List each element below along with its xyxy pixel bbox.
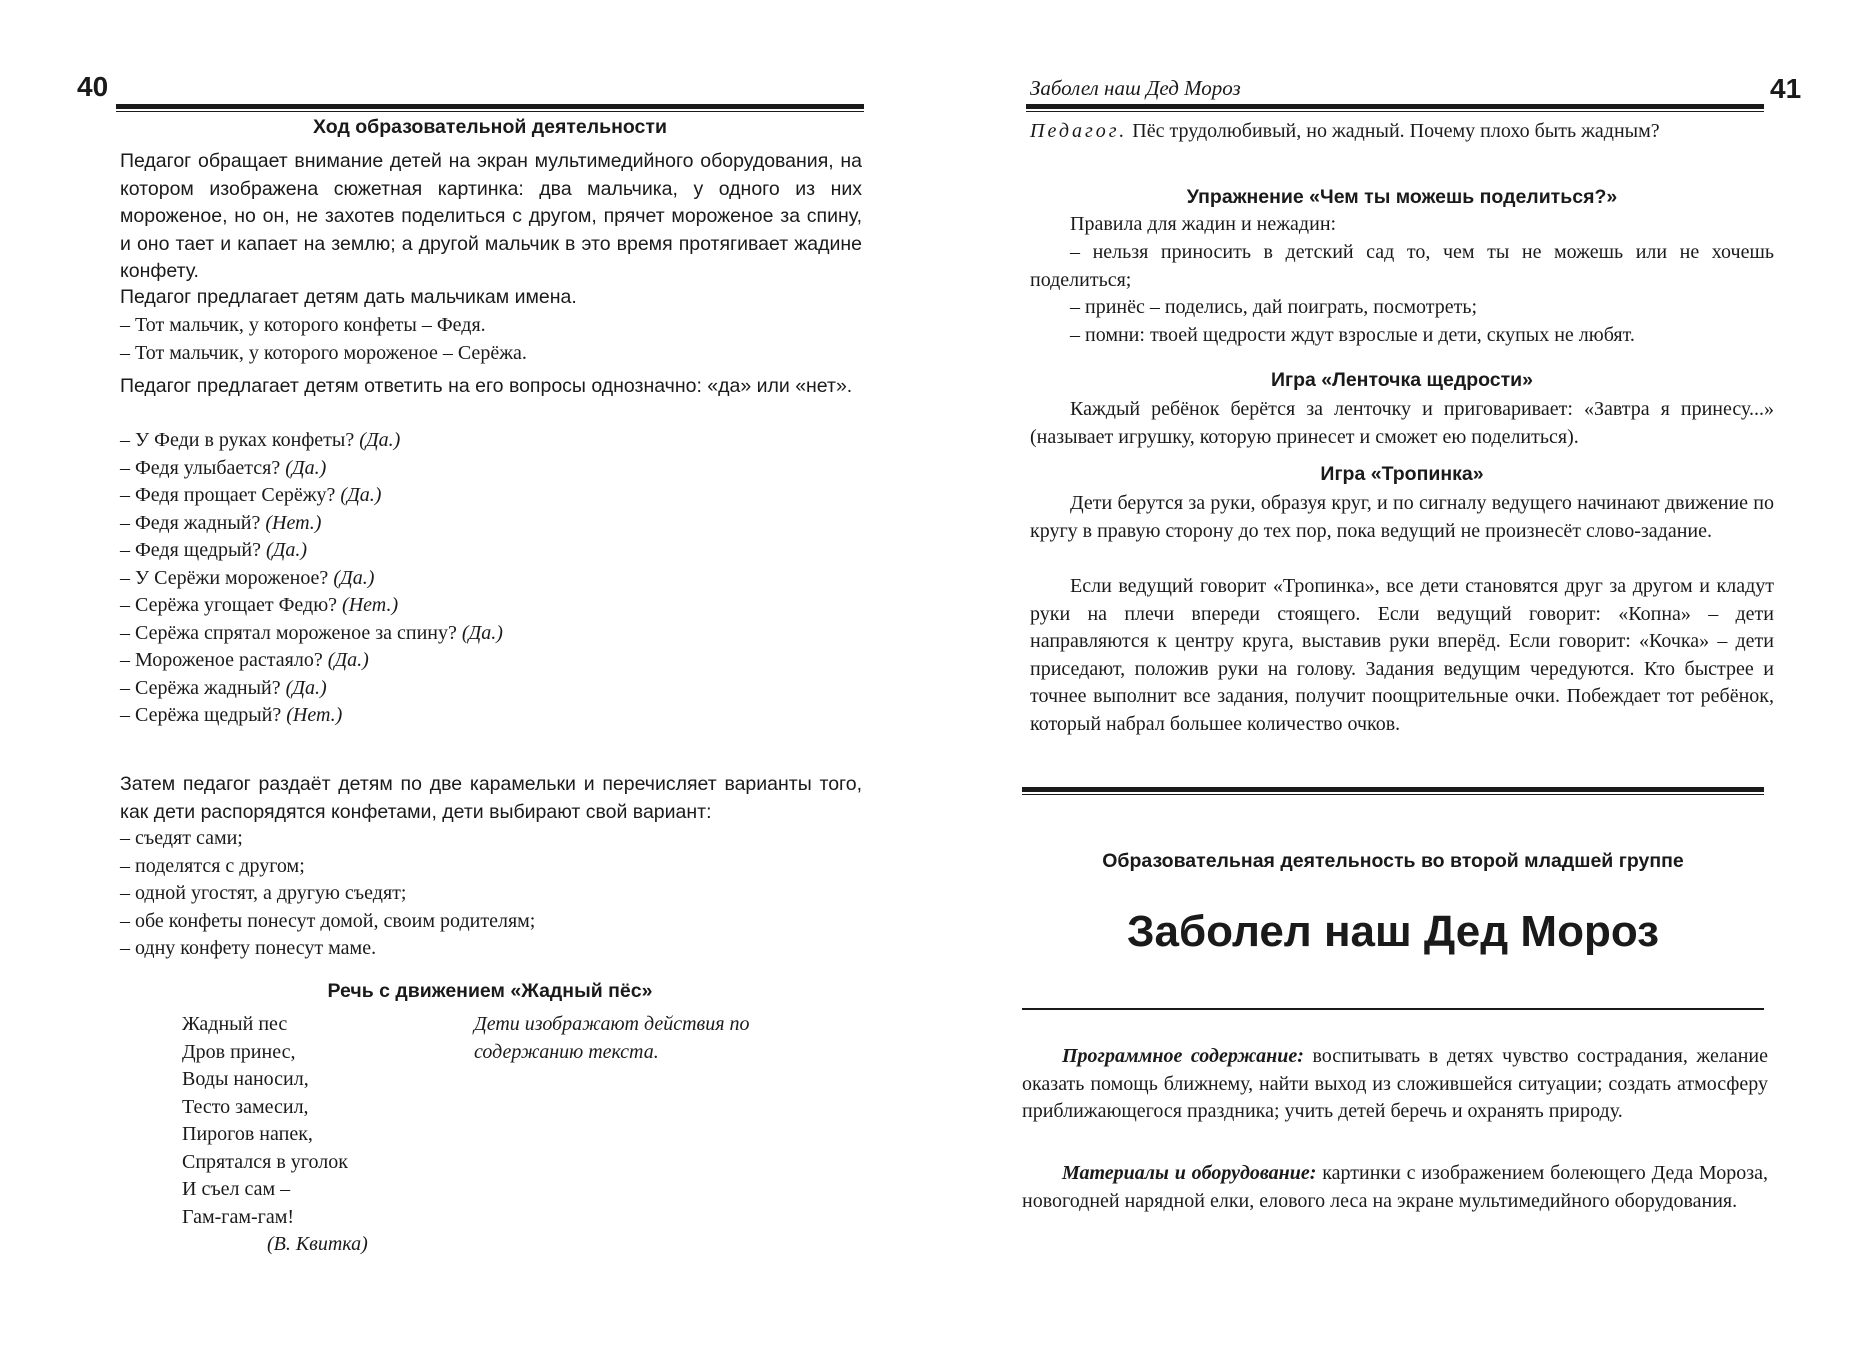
question-text: – Серёжа спрятал мороженое за спину? xyxy=(120,621,457,644)
answer-text: (Да.) xyxy=(340,484,382,506)
question-item xyxy=(120,565,862,593)
game-description: Каждый ребёнок берётся за ленточку и приговаривает: «Завтра я принесу...» (называет игрушку, которую принесет и сможет ею поделиться). xyxy=(1030,398,1774,448)
title-rule xyxy=(1022,1008,1764,1010)
section-rule xyxy=(1022,787,1764,792)
materials-text: картинки с изображением болеющего Деда Мороза, новогодней нарядной елки, елового леса на экране мультимедийного оборудования. xyxy=(1022,1162,1768,1212)
game-heading: Игра «Ленточка щедрости» xyxy=(1271,369,1533,391)
list-item: – одной угостят, а другую съедят; xyxy=(120,882,407,904)
game-description: Дети берутся за руки, образуя круг, и по сигналу ведущего начинают движение по кругу в правую сторону до тех пор, пока ведущий не произнесёт слово-задание. xyxy=(1030,492,1774,542)
section-rule-thin xyxy=(1022,794,1764,795)
question-text: – У Серёжи мороженое? xyxy=(120,566,329,589)
candies-intro: Затем педагог раздаёт детям по две карамельки и перечисляет варианты того, как дети распорядятся конфетами, дети выбирают свой вариант: xyxy=(120,773,862,823)
page-number: 40 xyxy=(77,71,109,102)
question-text: – Серёжа угощает Федю? xyxy=(120,594,338,616)
question-item xyxy=(120,592,862,620)
list-item: – Тот мальчик, у которого конфеты – Федя. xyxy=(120,314,486,336)
answer-text: (Да.) xyxy=(359,429,401,451)
answer-text: (Да.) xyxy=(461,621,503,644)
page-number: 41 xyxy=(1770,73,1802,104)
names-list xyxy=(120,312,862,367)
section-subtitle: Образовательная деятельность во второй младшей группе xyxy=(1102,850,1684,872)
question-text: – У Феди в руках конфеты? xyxy=(120,429,355,451)
teacher-remark xyxy=(1030,118,1774,146)
section-title: Заболел наш Дед Мороз xyxy=(1126,907,1660,956)
questions-list xyxy=(120,427,862,730)
poem-line: И съел сам – xyxy=(182,1178,291,1200)
question-item xyxy=(120,427,862,455)
poem-line: Воды наносил, xyxy=(182,1068,309,1090)
answer-text: (Да.) xyxy=(266,539,308,561)
intro-paragraph: Педагог обращает внимание детей на экран мультимедийного оборудования, на котором изображена сюжетная картинка: два мальчика, у одного из них мороженое, но он, не захотев поделиться с другом, прячет мороженое за спину, и оно тает и капает на землю; а другой мальчик в это время протягивает жадине конфету. xyxy=(120,150,862,282)
rule-item: – нельзя приносить в детский сад то, чем ты не можешь или не хочешь поделиться; xyxy=(1030,241,1774,291)
questions-intro: Педагог предлагает детям ответить на его вопросы однозначно: «да» или «нет». xyxy=(120,375,853,397)
answer-text: (Да.) xyxy=(285,456,327,479)
game-description: Если ведущий говорит «Тропинка», все дети становятся друг за другом и кладут руки на плечи впереди стоящего. Если ведущий говорит: «Копна» – дети направляются к центру круга, выставив руки вперёд. Если говорит: «Кочка» – дети приседают, положив руки на голову. Задания ведущим чередуются. Кто быстрее и точнее выполнит все задания, получит поощрительные очки. Побеждает тот ребёнок, который набрал большее количество очков. xyxy=(1030,575,1774,735)
question-text: – Мороженое растаяло? xyxy=(120,649,323,671)
list-item: – обе конфеты понесут домой, своим родителям; xyxy=(120,909,536,932)
game-heading: Игра «Тропинка» xyxy=(1320,463,1484,485)
rule-item: – помни: твоей щедрости ждут взрослые и дети, скупых не любят. xyxy=(1070,323,1635,346)
question-item xyxy=(120,482,862,510)
question-text: – Федя прощает Серёжу? xyxy=(120,484,336,506)
rules-intro: Правила для жадин и нежадин: xyxy=(1070,213,1337,235)
question-item xyxy=(120,537,862,565)
answer-text: (Нет.) xyxy=(286,704,343,726)
question-item xyxy=(120,455,862,483)
question-text: – Федя щедрый? xyxy=(120,539,261,561)
names-intro: Педагог предлагает детям дать мальчикам имена. xyxy=(120,286,577,308)
poem-line: Жадный пес xyxy=(182,1013,288,1035)
question-item xyxy=(120,702,862,730)
poem-line: Пирогов напек, xyxy=(182,1123,313,1145)
question-text: – Серёжа щедрый? xyxy=(120,704,282,726)
poem-heading: Речь с движением «Жадный пёс» xyxy=(327,980,653,1002)
poem-author: (В. Квитка) xyxy=(267,1233,368,1255)
poem-line: Тесто замесил, xyxy=(182,1095,309,1118)
rule-item: – принёс – поделись, дай поиграть, посмотреть; xyxy=(1070,296,1478,318)
poem-line: Спрятался в уголок xyxy=(182,1150,348,1173)
running-title: Заболел наш Дед Мороз xyxy=(1030,76,1241,100)
materials-paragraph xyxy=(1022,1160,1768,1215)
answer-text: (Да.) xyxy=(333,566,375,589)
answer-text: (Нет.) xyxy=(265,511,322,534)
poem-note: Дети изображают действия по содержанию текста. xyxy=(474,1013,750,1063)
candies-list xyxy=(120,825,862,963)
header-rule xyxy=(116,104,864,109)
program-text: воспитывать в детях чувство сострадания, желание оказать помощь ближнему, найти выход из сложившейся ситуации; создать атмосферу приближающегося праздника; учить детей беречь и охранять природу. xyxy=(1022,1045,1769,1122)
list-item: – одну конфету понесут маме. xyxy=(120,937,377,959)
list-item: – съедят сами; xyxy=(120,827,243,849)
list-item: – поделятся с другом; xyxy=(120,854,305,877)
list-item: – Тот мальчик, у которого мороженое – Серёжа. xyxy=(120,341,527,364)
poem xyxy=(182,1011,472,1259)
program-label: Программное содержание: xyxy=(1062,1045,1304,1067)
materials-label: Материалы и оборудование: xyxy=(1062,1162,1317,1184)
answer-text: (Да.) xyxy=(285,676,327,699)
question-text: – Серёжа жадный? xyxy=(120,676,281,699)
poem-line: Гам-гам-гам! xyxy=(182,1205,295,1228)
answer-text: (Да.) xyxy=(327,649,369,671)
header-rule-thin xyxy=(116,111,864,112)
question-item xyxy=(120,620,862,648)
teacher-label: Педагог. xyxy=(1030,120,1128,142)
poem-line: Дров принес, xyxy=(182,1040,296,1063)
question-text: – Федя жадный? xyxy=(120,511,261,534)
section-heading: Ход образовательной деятельности xyxy=(313,116,667,138)
rules-list xyxy=(1030,239,1774,349)
question-text: – Федя улыбается? xyxy=(120,456,281,479)
question-item xyxy=(120,675,862,703)
header-rule xyxy=(1026,104,1764,109)
answer-text: (Нет.) xyxy=(342,594,399,616)
question-item xyxy=(120,647,862,675)
header-rule-thin xyxy=(1026,111,1764,112)
exercise-heading: Упражнение «Чем ты можешь поделиться?» xyxy=(1186,186,1618,208)
program-paragraph xyxy=(1022,1043,1768,1126)
question-item xyxy=(120,510,862,538)
teacher-text: Пёс трудолюбивый, но жадный. Почему плохо быть жадным? xyxy=(1132,120,1660,142)
